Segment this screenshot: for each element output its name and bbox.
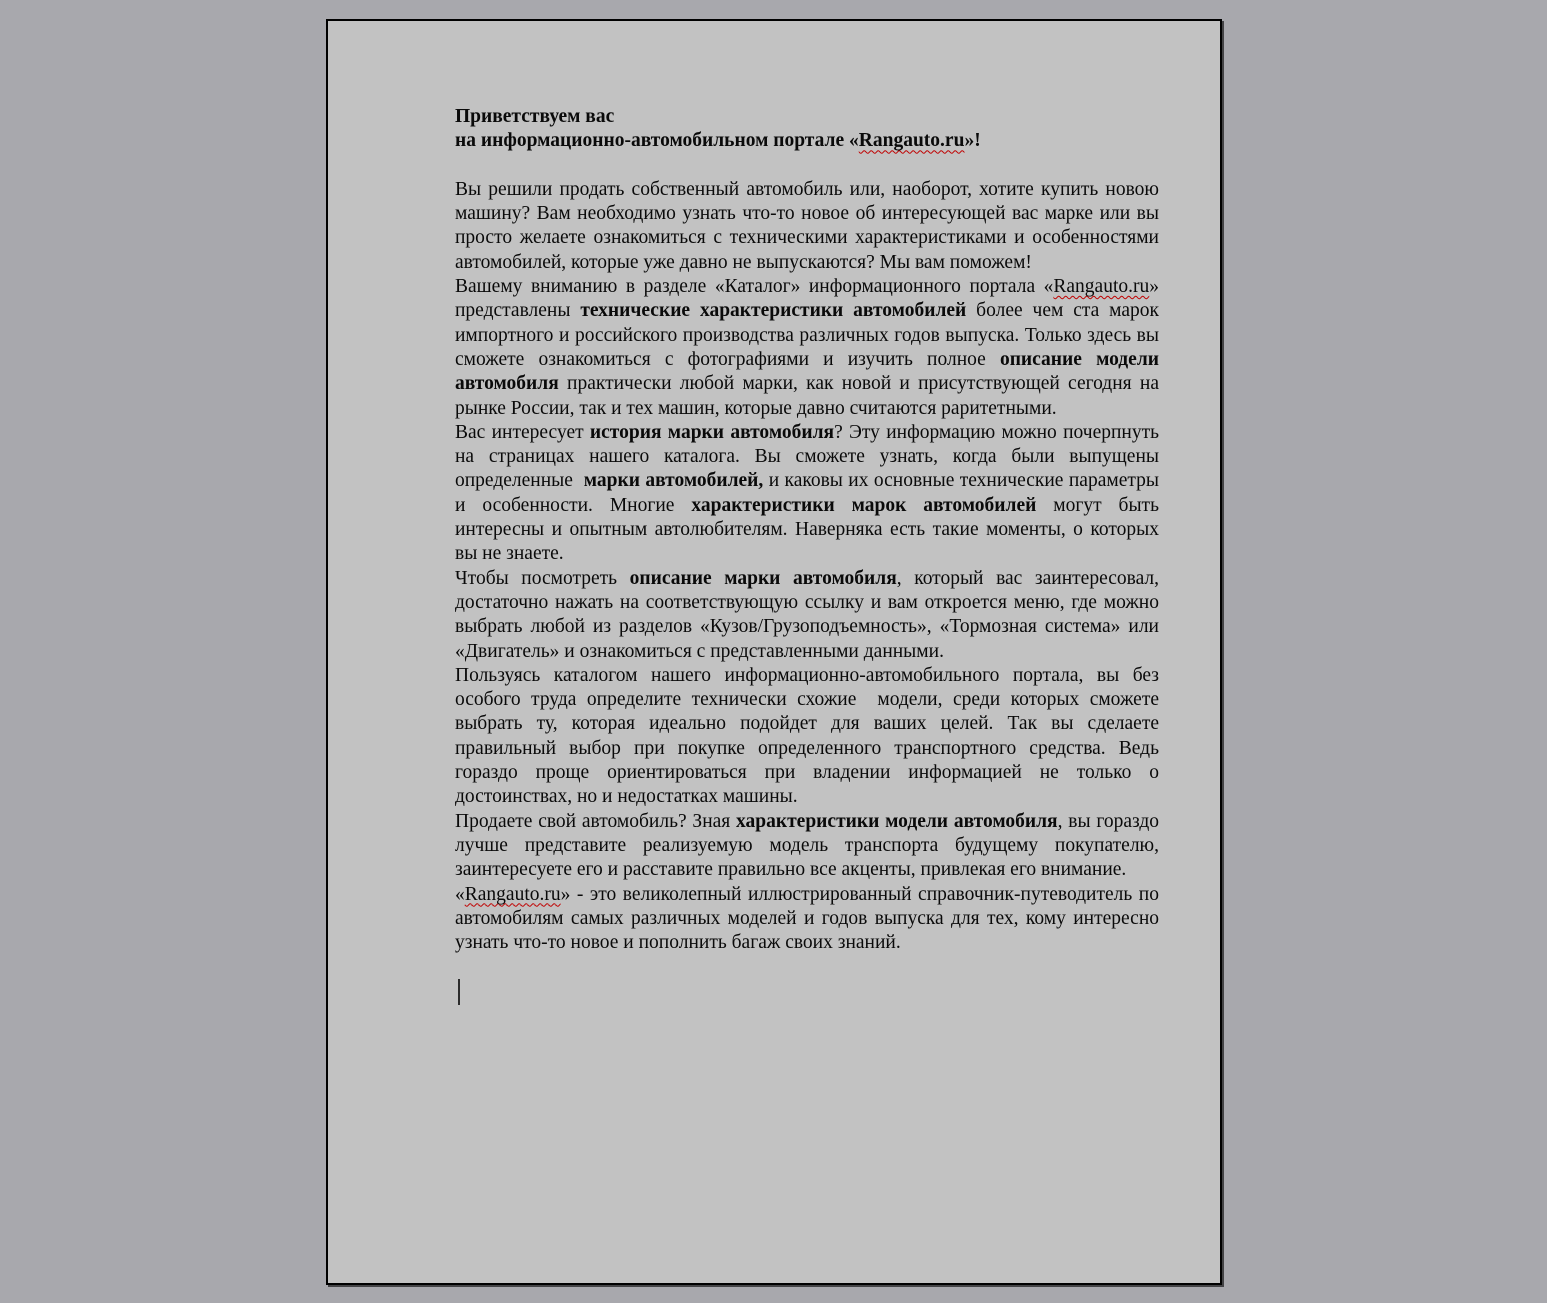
document-text-area[interactable] [455,105,1164,1005]
misspelled-word: Rangauto.ru [858,130,965,152]
text-run: Вас интересует [455,421,590,443]
paragraph[interactable] [455,664,1164,810]
text-run: характеристики модели автомобиля [736,810,1058,832]
caret-line [455,979,1159,1005]
misspelled-word: Rangauto.ru [1053,276,1150,298]
document-page[interactable] [326,19,1222,1285]
text-run: Приветствуем вас [455,106,615,127]
misspelled-word: Rangauto.ru [464,883,561,905]
text-run: более чем ста марок импортного и российского производства различных годов выпуска. Только здесь вы сможете ознакомиться с фотографиями и изучить полное [455,300,1164,370]
text-run: , который вас заинтересовал, достаточно нажать на соответствующую ссылку и вам откроется меню, где можно выбрать любой из разделов «Кузов/Грузоподъемность», «Тормозная система» или «Двигатель» и ознакомиться с представленными данными. [455,567,1164,662]
paragraph[interactable] [455,883,1164,956]
document-title-line[interactable] [455,129,1159,153]
text-run: описание модели автомобиля [455,348,1164,395]
paragraph[interactable] [455,421,1164,567]
text-caret [458,979,460,1005]
text-run: »! [964,130,981,152]
paragraph[interactable] [455,178,1164,275]
text-run: » - это великолепный иллюстрированный справочник-путеводитель по автомобилям самых различных моделей и годов выпуска для тех, кому интересно узнать что-то новое и пополнить багаж своих знаний. [455,883,1164,954]
paragraph[interactable] [455,567,1164,664]
blank-line[interactable] [455,154,1159,178]
text-run: Вы решили продать собственный автомобиль или, наоборот, хотите купить новою машину? Вам необходимо узнать что-то новое об интересующей вас марке или вы просто желаете ознакомиться с техническими характеристиками и особенностями автомобилей, которые уже давно не выпускаются? Мы вам поможем! [455,178,1164,273]
text-run: ? Эту информацию можно почерпнуть на страницах нашего каталога. Вы сможете узнать, когда были выпущены определенные [455,421,1164,492]
text-run: марки автомобилей, [583,470,764,492]
text-run: практически любой марки, как новой и присутствующей сегодня на рынке России, так и тех машин, которые давно считаются раритетными. [455,373,1164,419]
document-content [455,105,1164,955]
text-run: , вы гораздо лучше представите реализуемую модель транспорта будущему покупателю, заинтересуете его и расставите правильно все акценты, привлекая его внимание. [455,810,1164,881]
paragraph[interactable] [455,810,1164,883]
text-run: Продаете свой автомобиль? Зная [455,810,737,832]
document-title-line[interactable] [455,105,1159,129]
text-run: Чтобы посмотреть [455,567,630,589]
text-run: могут быть интересны и опытным автолюбителям. Наверняка есть такие моменты, о которых вы не знаете. [455,494,1164,565]
text-run: и каковы их основные технические параметры и особенности. Многие [455,470,1164,516]
text-run: Пользуясь каталогом нашего информационно-автомобильного портала, вы без особого труда определите технически схожие модели, среди которых сможете выбрать ту, которая идеально подойдет для ваших целей. Так вы сделаете правильный выбор при покупке определенного транспортного средства. Ведь гораздо проще ориентироваться при владении информацией не только о достоинствах, но и недостатках машины. [455,664,1164,808]
text-run: Вашему вниманию в разделе «Каталог» информационного портала « [455,276,1054,298]
text-run: » представлены [455,276,1164,322]
paragraph[interactable] [455,275,1164,421]
text-run: история марки автомобиля [589,421,835,443]
text-run: описание марки автомобиля [629,567,897,589]
text-run: технические характеристики автомобилей [580,300,967,322]
text-run: « [455,883,465,905]
text-run: на информационно-автомобильном портале « [455,130,859,152]
text-run: характеристики марок автомобилей [691,494,1037,516]
